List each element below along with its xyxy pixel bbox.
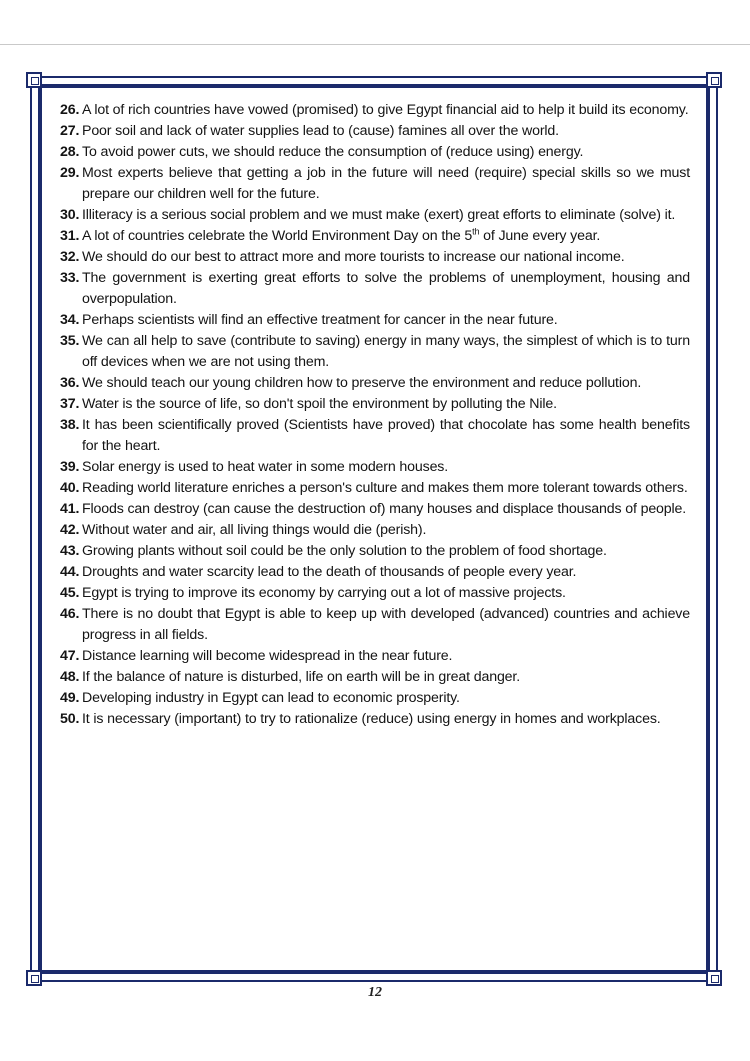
list-item xyxy=(60,100,690,121)
list-item xyxy=(60,562,690,583)
list-item xyxy=(60,520,690,541)
item-text: Distance learning will become widespread in the near future. xyxy=(82,648,453,664)
item-text: It has been scientifically proved (Scientists have proved) that chocolate has some health benefits for the heart. xyxy=(82,417,690,454)
corner-ornament-top-left xyxy=(26,72,42,88)
item-number: 34. xyxy=(60,312,80,328)
corner-ornament-bottom-right xyxy=(706,970,722,986)
item-text xyxy=(82,226,690,247)
item-text: We can all help to save (contribute to saving) energy in many ways, the simplest of which is to turn off devices when we are not using them. xyxy=(82,333,690,370)
list-item xyxy=(60,415,690,457)
item-number: 41. xyxy=(60,501,80,517)
item-text: Droughts and water scarcity lead to the death of thousands of people every year. xyxy=(82,564,577,580)
item-number: 48. xyxy=(60,669,80,685)
item-text: Solar energy is used to heat water in some modern houses. xyxy=(82,459,449,475)
item-number: 27. xyxy=(60,123,80,139)
item-number: 40. xyxy=(60,480,80,496)
ordinal-suffix: th xyxy=(472,226,480,237)
item-number: 31. xyxy=(60,228,80,244)
item-number: 35. xyxy=(60,333,80,349)
item-number: 47. xyxy=(60,648,80,664)
list-item xyxy=(60,142,690,163)
item-number: 36. xyxy=(60,375,80,391)
item-number: 37. xyxy=(60,396,80,412)
item-number: 33. xyxy=(60,270,80,286)
corner-ornament-top-right xyxy=(706,72,722,88)
corner-ornament-bottom-left xyxy=(26,970,42,986)
list-item xyxy=(60,268,690,310)
item-number: 30. xyxy=(60,207,80,223)
item-number: 46. xyxy=(60,606,80,622)
list-item xyxy=(60,709,690,730)
item-number: 39. xyxy=(60,459,80,475)
list-item xyxy=(60,688,690,709)
item-text-before: A lot of countries celebrate the World Environment Day on the 5 xyxy=(82,228,473,244)
item-number: 45. xyxy=(60,585,80,601)
item-text: Egypt is trying to improve its economy by carrying out a lot of massive projects. xyxy=(82,585,566,601)
list-item xyxy=(60,667,690,688)
item-text: There is no doubt that Egypt is able to keep up with developed (advanced) countries and achieve progress in all fields. xyxy=(82,606,690,643)
list-item xyxy=(60,373,690,394)
item-number: 43. xyxy=(60,543,80,559)
item-text-after: of June every year. xyxy=(479,228,601,244)
item-text: It is necessary (important) to try to rationalize (reduce) using energy in homes and workplaces. xyxy=(82,711,661,727)
list-item xyxy=(60,541,690,562)
list-item xyxy=(60,331,690,373)
list-item xyxy=(60,247,690,268)
item-text: Reading world literature enriches a person's culture and makes them more tolerant towards others. xyxy=(82,480,688,496)
item-number: 44. xyxy=(60,564,80,580)
item-text: Floods can destroy (can cause the destruction of) many houses and displace thousands of people. xyxy=(82,501,687,517)
item-number: 38. xyxy=(60,417,80,433)
list-item xyxy=(60,394,690,415)
top-divider xyxy=(0,44,750,45)
sentence-list xyxy=(60,100,690,730)
list-item xyxy=(60,121,690,142)
item-text: Illiteracy is a serious social problem and we must make (exert) great efforts to eliminate (solve) it. xyxy=(82,207,676,223)
item-text: Without water and air, all living things would die (perish). xyxy=(82,522,427,538)
page-number: 12 xyxy=(368,985,382,1000)
list-item xyxy=(60,478,690,499)
list-item xyxy=(60,457,690,478)
list-item xyxy=(60,646,690,667)
list-item xyxy=(60,226,690,247)
item-text: We should teach our young children how to preserve the environment and reduce pollution. xyxy=(82,375,642,391)
list-item xyxy=(60,499,690,520)
item-text: To avoid power cuts, we should reduce the consumption of (reduce using) energy. xyxy=(82,144,584,160)
item-text: We should do our best to attract more and more tourists to increase our national income. xyxy=(82,249,625,265)
list-item xyxy=(60,583,690,604)
list-item xyxy=(60,604,690,646)
item-number: 29. xyxy=(60,165,80,181)
item-number: 42. xyxy=(60,522,80,538)
item-text: If the balance of nature is disturbed, life on earth will be in great danger. xyxy=(82,669,521,685)
item-text: Growing plants without soil could be the only solution to the problem of food shortage. xyxy=(82,543,607,559)
list-item xyxy=(60,163,690,205)
item-text: Developing industry in Egypt can lead to economic prosperity. xyxy=(82,690,460,706)
item-number: 49. xyxy=(60,690,80,706)
item-number: 50. xyxy=(60,711,80,727)
item-number: 32. xyxy=(60,249,80,265)
item-text: A lot of rich countries have vowed (promised) to give Egypt financial aid to help it build its economy. xyxy=(82,102,689,118)
item-number: 28. xyxy=(60,144,80,160)
item-text: Water is the source of life, so don't spoil the environment by polluting the Nile. xyxy=(82,396,557,412)
item-number: 26. xyxy=(60,102,80,118)
item-text: The government is exerting great efforts to solve the problems of unemployment, housing and overpopulation. xyxy=(82,270,690,307)
item-text: Poor soil and lack of water supplies lead to (cause) famines all over the world. xyxy=(82,123,559,139)
item-text: Most experts believe that getting a job in the future will need (require) special skills so we must prepare our children well for the future. xyxy=(82,165,690,202)
list-item xyxy=(60,310,690,331)
item-text: Perhaps scientists will find an effective treatment for cancer in the near future. xyxy=(82,312,558,328)
list-item xyxy=(60,205,690,226)
